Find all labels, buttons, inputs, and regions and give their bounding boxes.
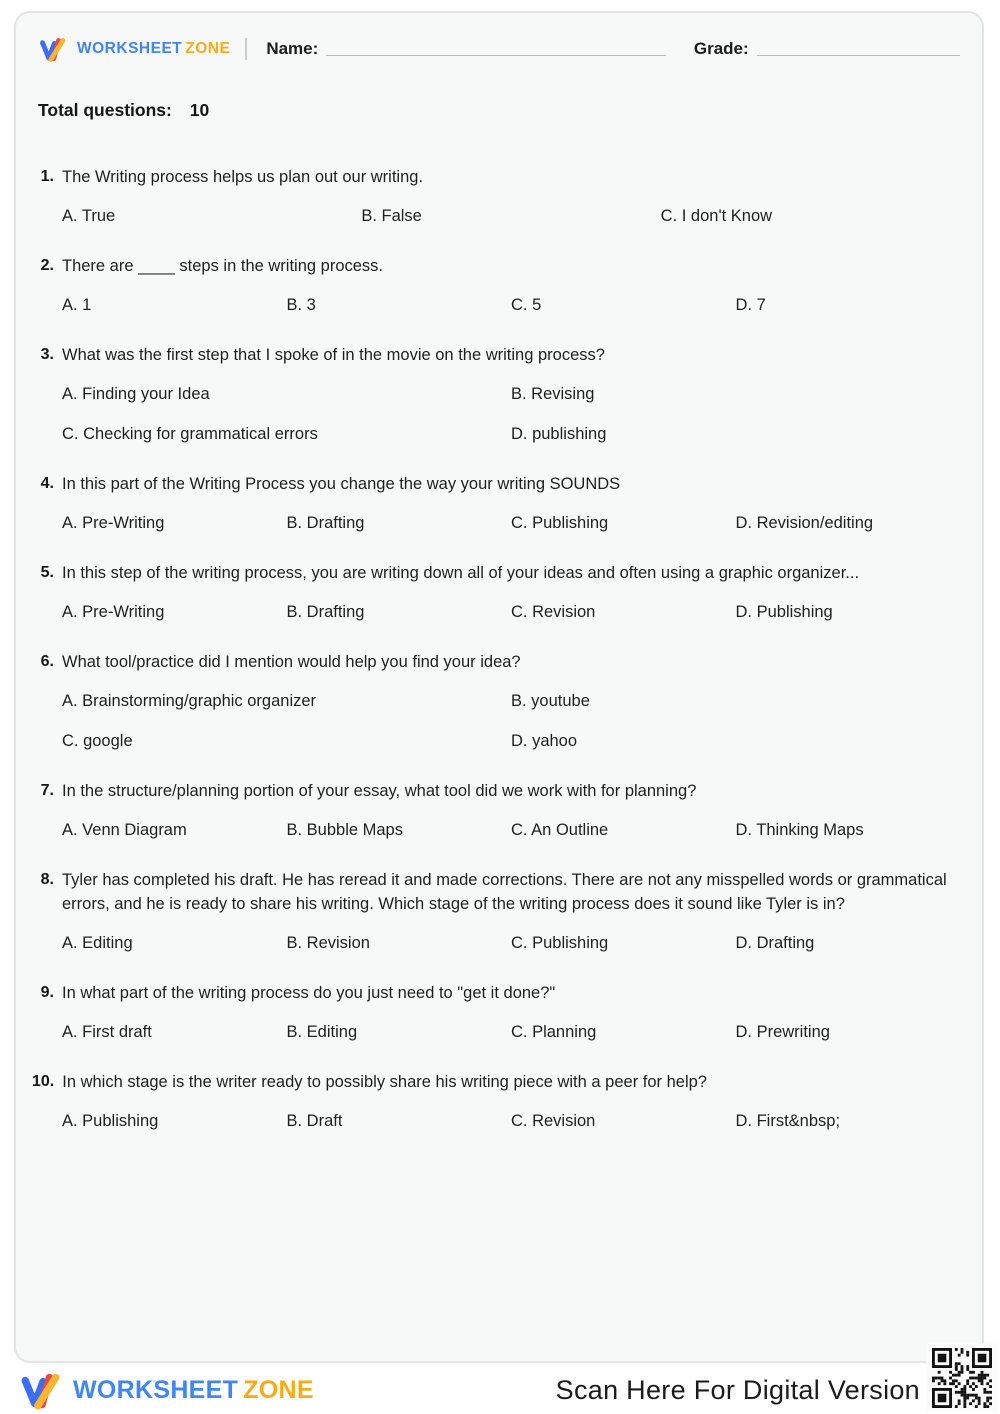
- question-head: [32, 472, 960, 496]
- option-b: B. Draft: [286, 1112, 343, 1130]
- name-blank-line[interactable]: [326, 55, 666, 57]
- option-b: B. Drafting: [286, 603, 365, 621]
- question-text: There are ____ steps in the writing process.: [62, 257, 384, 275]
- option-d: D. 7: [735, 296, 766, 314]
- option-a: A. Editing: [62, 934, 133, 952]
- option-d: D. yahoo: [511, 732, 578, 750]
- total-questions-value: 10: [189, 100, 210, 120]
- option-a: A. Pre-Writing: [62, 514, 165, 532]
- options-grid: [62, 383, 960, 445]
- option-c: C. Planning: [511, 1023, 597, 1041]
- question-head: [32, 254, 960, 278]
- footer-brand-logo: [18, 1369, 314, 1411]
- options-grid: [62, 1021, 960, 1043]
- options-grid: [62, 205, 960, 227]
- question-head: [32, 779, 960, 803]
- question-number: 2.: [40, 257, 54, 274]
- question-head: [32, 981, 960, 1005]
- option-b: B. Bubble Maps: [286, 821, 403, 839]
- option-c: C. I don't Know: [660, 207, 773, 225]
- question-number: 4.: [40, 475, 54, 492]
- question-number: 7.: [40, 782, 54, 799]
- option-d: D. Revision/editing: [735, 514, 874, 532]
- option-a: A. Publishing: [62, 1112, 159, 1130]
- brand-worksheet: WORKSHEET: [77, 40, 183, 57]
- footer-brand-text: [73, 1376, 314, 1405]
- scan-text: Scan Here For Digital Version: [555, 1374, 920, 1405]
- option-c: C. Publishing: [511, 514, 609, 532]
- question-5: [32, 561, 960, 623]
- option-c: C. An Outline: [511, 821, 609, 839]
- question-7: [32, 779, 960, 841]
- question-text: The Writing process helps us plan out our writing.: [62, 168, 424, 186]
- question-2: [32, 254, 960, 316]
- question-number: 10.: [32, 1073, 55, 1090]
- question-number: 8.: [40, 871, 54, 888]
- option-d: D. Drafting: [735, 934, 815, 952]
- card-header: [38, 34, 960, 64]
- option-b: B. 3: [286, 296, 316, 314]
- question-6: [32, 650, 960, 752]
- option-c: C. Checking for grammatical errors: [62, 425, 318, 443]
- brand-logo: [38, 35, 230, 63]
- option-b: B. Drafting: [286, 514, 365, 532]
- option-b: B. youtube: [511, 692, 590, 710]
- option-c: C. Publishing: [511, 934, 609, 952]
- total-questions-row: [38, 100, 982, 121]
- question-head: [32, 868, 960, 916]
- question-text: In what part of the writing process do you just need to "get it done?": [62, 984, 556, 1002]
- options-grid: [62, 294, 960, 316]
- option-b: B. Editing: [286, 1023, 358, 1041]
- worksheetzone-logo-icon: [38, 35, 68, 63]
- option-b: B. Revision: [286, 934, 370, 952]
- worksheet-card: [14, 11, 984, 1363]
- brand-worksheet: WORKSHEET: [73, 1375, 239, 1404]
- question-4: [32, 472, 960, 534]
- name-label: Name:: [266, 39, 319, 58]
- question-text: In which stage is the writer ready to possibly share his writing piece with a peer for help?: [62, 1073, 707, 1091]
- option-d: D. Thinking Maps: [735, 821, 864, 839]
- questions-list: [16, 165, 982, 1132]
- option-a: A. True: [62, 207, 116, 225]
- grade-blank-line[interactable]: [757, 55, 960, 57]
- grade-label: Grade:: [693, 39, 749, 58]
- brand-zone: ZONE: [243, 1375, 314, 1404]
- question-text: Tyler has completed his draft. He has reread it and made corrections. There are not any misspelled words or grammatical errors, and he is ready to share his writing. Which stage of the writing process does it sound like Tyler is in?: [62, 871, 947, 913]
- option-a: A. First draft: [62, 1023, 152, 1041]
- page-footer: [18, 1367, 982, 1413]
- options-grid: [62, 690, 960, 752]
- option-a: A. Finding your Idea: [62, 385, 210, 403]
- option-d: D. Publishing: [735, 603, 833, 621]
- option-d: D. publishing: [511, 425, 607, 443]
- option-a: A. Pre-Writing: [62, 603, 165, 621]
- question-10: [32, 1070, 960, 1132]
- question-number: 6.: [40, 653, 54, 670]
- question-text: In the structure/planning portion of your essay, what tool did we work with for planning?: [62, 782, 697, 800]
- brand-zone: ZONE: [185, 40, 231, 57]
- options-grid: [62, 819, 960, 841]
- brand-text: [77, 40, 230, 58]
- option-a: A. 1: [62, 296, 92, 314]
- question-head: [32, 343, 960, 367]
- option-d: D. Prewriting: [735, 1023, 830, 1041]
- option-b: B. False: [361, 207, 422, 225]
- option-b: B. Revising: [511, 385, 595, 403]
- question-text: What tool/practice did I mention would help you find your idea?: [62, 653, 521, 671]
- option-a: A. Venn Diagram: [62, 821, 187, 839]
- question-1: [32, 165, 960, 227]
- option-c: C. Revision: [511, 603, 596, 621]
- options-grid: [62, 601, 960, 623]
- question-number: 1.: [40, 168, 54, 185]
- question-head: [32, 561, 960, 585]
- total-questions-label: Total questions:: [38, 100, 172, 120]
- worksheetzone-logo-icon: [18, 1369, 64, 1411]
- question-head: [32, 1070, 960, 1094]
- question-head: [32, 650, 960, 674]
- options-grid: [62, 512, 960, 534]
- option-c: C. 5: [511, 296, 542, 314]
- question-text: In this part of the Writing Process you change the way your writing SOUNDS: [62, 475, 621, 493]
- question-number: 5.: [40, 564, 54, 581]
- question-9: [32, 981, 960, 1043]
- options-grid: [62, 932, 960, 954]
- option-d: D. First&nbsp;: [735, 1112, 841, 1130]
- qr-code-image: [932, 1348, 992, 1408]
- question-text: What was the first step that I spoke of in the movie on the writing process?: [62, 346, 605, 364]
- qr-code: [926, 1343, 998, 1412]
- option-a: A. Brainstorming/graphic organizer: [62, 692, 317, 710]
- option-c: C. google: [62, 732, 133, 750]
- question-3: [32, 343, 960, 445]
- header-divider: [245, 38, 247, 60]
- question-8: [32, 868, 960, 954]
- question-number: 9.: [40, 984, 54, 1001]
- option-c: C. Revision: [511, 1112, 596, 1130]
- options-grid: [62, 1110, 960, 1132]
- question-text: In this step of the writing process, you are writing down all of your ideas and often using a graphic organizer...: [62, 564, 860, 582]
- question-number: 3.: [40, 346, 54, 363]
- question-head: [32, 165, 960, 189]
